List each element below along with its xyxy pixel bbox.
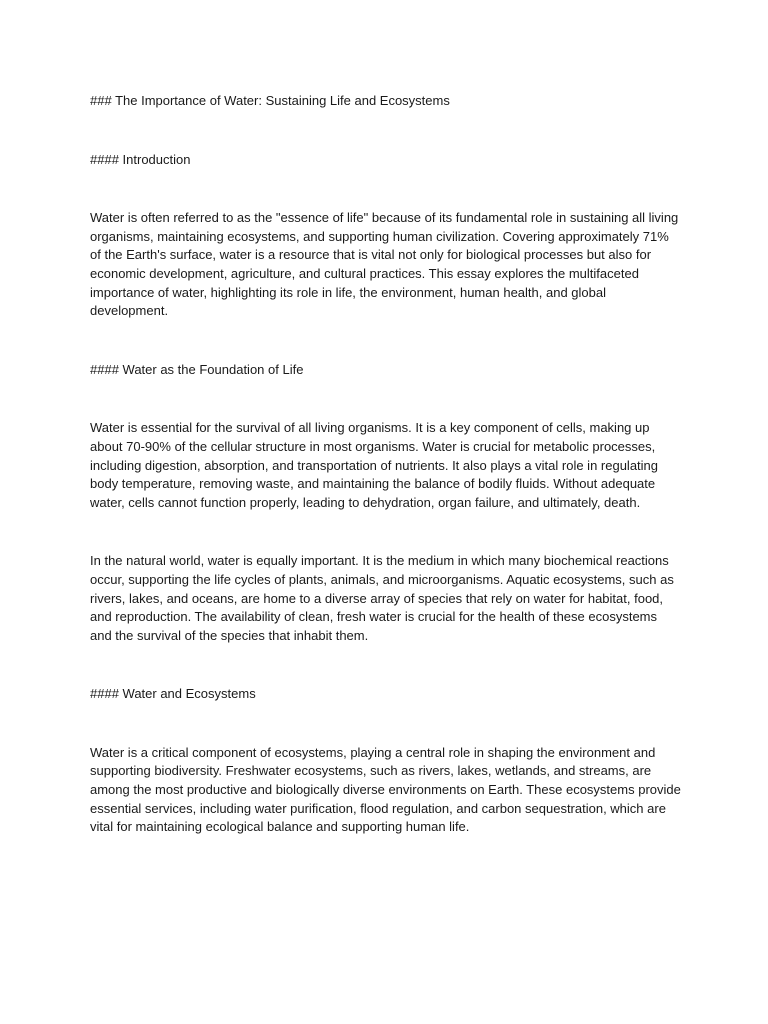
section-heading-foundation-of-life: #### Water as the Foundation of Life [90,361,304,377]
foundation-paragraph-1: Water is essential for the survival of all living organisms. It is a key component of cells, making up about 70-90% of the cellular structure in most organisms. Water is crucial for metabolic processes, including digestion, absorption, and transportation of nutrients. It also plays a vital role in regulating body temperature, removing waste, and maintaining the balance of bodily fluids. Without adequate water, cells cannot function properly, leading to dehydration, organ failure, and ultimately, death. [90,420,659,510]
ecosystems-paragraph: Water is a critical component of ecosystems, playing a central role in shaping the environment and supporting biodiversity. Freshwater ecosystems, such as rivers, lakes, wetlands, and streams, are among the most productive and biologically diverse environments on Earth. These ecosystems provide essential services, including water purification, flood regulation, and carbon sequestration, which are vital for maintaining ecological balance and supporting human life. [90,744,681,835]
section-heading-ecosystems: #### Water and Ecosystems [90,686,256,702]
section-heading-introduction: #### Introduction [90,151,191,167]
introduction-paragraph: Water is often referred to as the "essence of life" because of its fundamental role in sustaining all living organisms, maintaining ecosystems, and supporting human civilization. Covering approximately 71% of the Earth's surface, water is a resource that is vital not only for biological processes but also for economic development, agriculture, and cultural practices. This essay explores the multifaceted importance of water, highlighting its role in life, the environment, human health, and global development. [90,210,679,319]
document-title: ### The Importance of Water: Sustaining Life and Ecosystems [90,93,450,108]
foundation-paragraph-2: In the natural world, water is equally important. It is the medium in which many biochemical reactions occur, supporting the life cycles of plants, animals, and microorganisms. Aquatic ecosystems, such as rivers, lakes, and oceans, are home to a diverse array of species that rely on water for habitat, food, and reproduction. The availability of clean, fresh water is crucial for the health of these ecosystems and the survival of the species that inhabit them. [90,553,674,643]
